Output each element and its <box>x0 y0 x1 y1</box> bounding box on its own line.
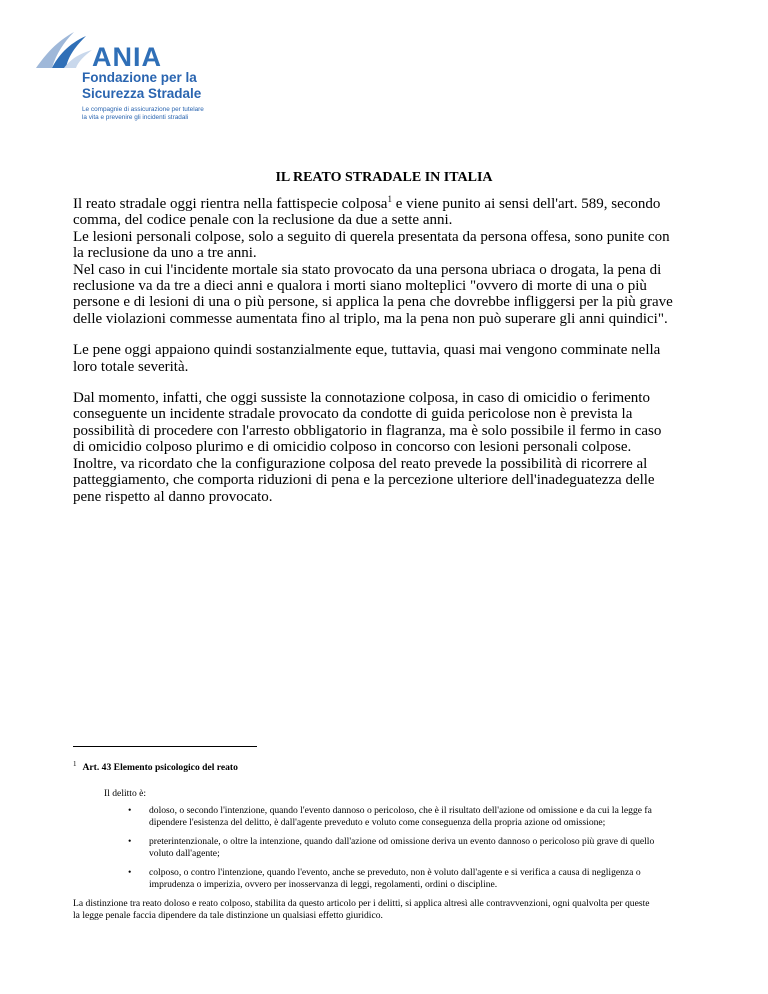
ania-logo <box>30 26 204 126</box>
document-title: IL REATO STRADALE IN ITALIA <box>275 170 493 185</box>
footnote-heading: $^1$ Art. 43 Elemento psicologico del reato <box>73 759 238 773</box>
paragraph-1: Il reato stradale oggi rientra nella fattispecie colposa$^1$ e viene punito ai sensi dell'art. 589, secondo comma, del codice penale con la reclusione da due a sette anni. Le lesioni personali colpose, solo a seguito di querela presentata da persona offesa, sono punite con la reclusione da uno a tre anni. Nel caso in cui l'incidente mortale sia stato provocato da una persona ubriaca o drogata, la pena di reclusione va da tre a dieci anni e qualora i morti siano molteplici "ovvero di morte di una o più persone e di lesioni di una o più persone, si applica la pena che dovrebbe infliggersi per la più grave delle violazioni commesse aumentata fino al triplo, ma la pena non può superare gli anni quindici". <box>73 194 673 327</box>
footnote-list <box>73 805 713 890</box>
document-body <box>73 196 713 520</box>
footnote-reference[interactable]: 1 <box>387 194 392 204</box>
list-item: • preterintenzionale, o oltre la intenzione, quando dall'azione od omissione deriva un evento dannoso o pericoloso più grave di quello voluto dall'agente; <box>128 836 655 859</box>
list-item: • doloso, o secondo l'intenzione, quando l'evento dannoso o pericoloso, che è il risultato dell'azione od omissione e da cui la legge fa dipendere l'esistenza del delitto, è dall'agente preveduto e voluto come conseguenza della propria azione od omissione; <box>128 805 652 828</box>
bullet-icon: • <box>128 867 132 878</box>
footnote-closing: La distinzione tra reato doloso e reato colposo, stabilita da questo articolo per i delitti, si applica altresì alle contravvenzioni, ogni qualvolta per queste la legge penale faccia dipendere da tale distinzione un qualsiasi effetto giuridico. <box>73 898 650 921</box>
bullet-icon: • <box>128 805 132 816</box>
logo-foundation-name: Fondazione per la Sicurezza Stradale <box>82 70 202 101</box>
footnote <box>73 759 713 921</box>
logo-wordmark: ANIA <box>92 42 162 72</box>
logo-tagline: Le compagnie di assicurazione per tutelare la vita e prevenire gli incidenti stradali <box>82 106 204 121</box>
bullet-icon: • <box>128 836 132 847</box>
ania-logo-mark-icon <box>34 28 94 72</box>
paragraph-2: Le pene oggi appaiono quindi sostanzialmente eque, tuttavia, quasi mai vengono comminate nella loro totale severità. <box>73 342 661 375</box>
list-item: • colposo, o contro l'intenzione, quando l'evento, anche se preveduto, non è voluto dall'agente e si verifica a causa di negligenza o imprudenza o imperizia, ovvero per inosservanza di leggi, regolamenti, ordini o discipline. <box>128 867 641 890</box>
paragraph-3: Dal momento, infatti, che oggi sussiste la connotazione colposa, in caso di omicidio o ferimento conseguente un incidente stradale provocato da condotte di guida pericolose non è prevista la possibilità di procedere con l'arresto obbligatorio in flagranza, ma è solo possibile il fermo in caso di omicidio colposo plurimo e di omicidio colposo in concorso con lesioni personali colpose. Inoltre, va ricordato che la configurazione colposa del reato prevede la possibilità di ricorrere al patteggiamento, che comporta riduzioni di pena e la percezione ulteriore dell'inadeguatezza delle pene rispetto al danno provocato. <box>73 390 662 505</box>
footnote-intro: Il delitto è: <box>104 787 147 799</box>
footnote-separator <box>73 746 257 747</box>
